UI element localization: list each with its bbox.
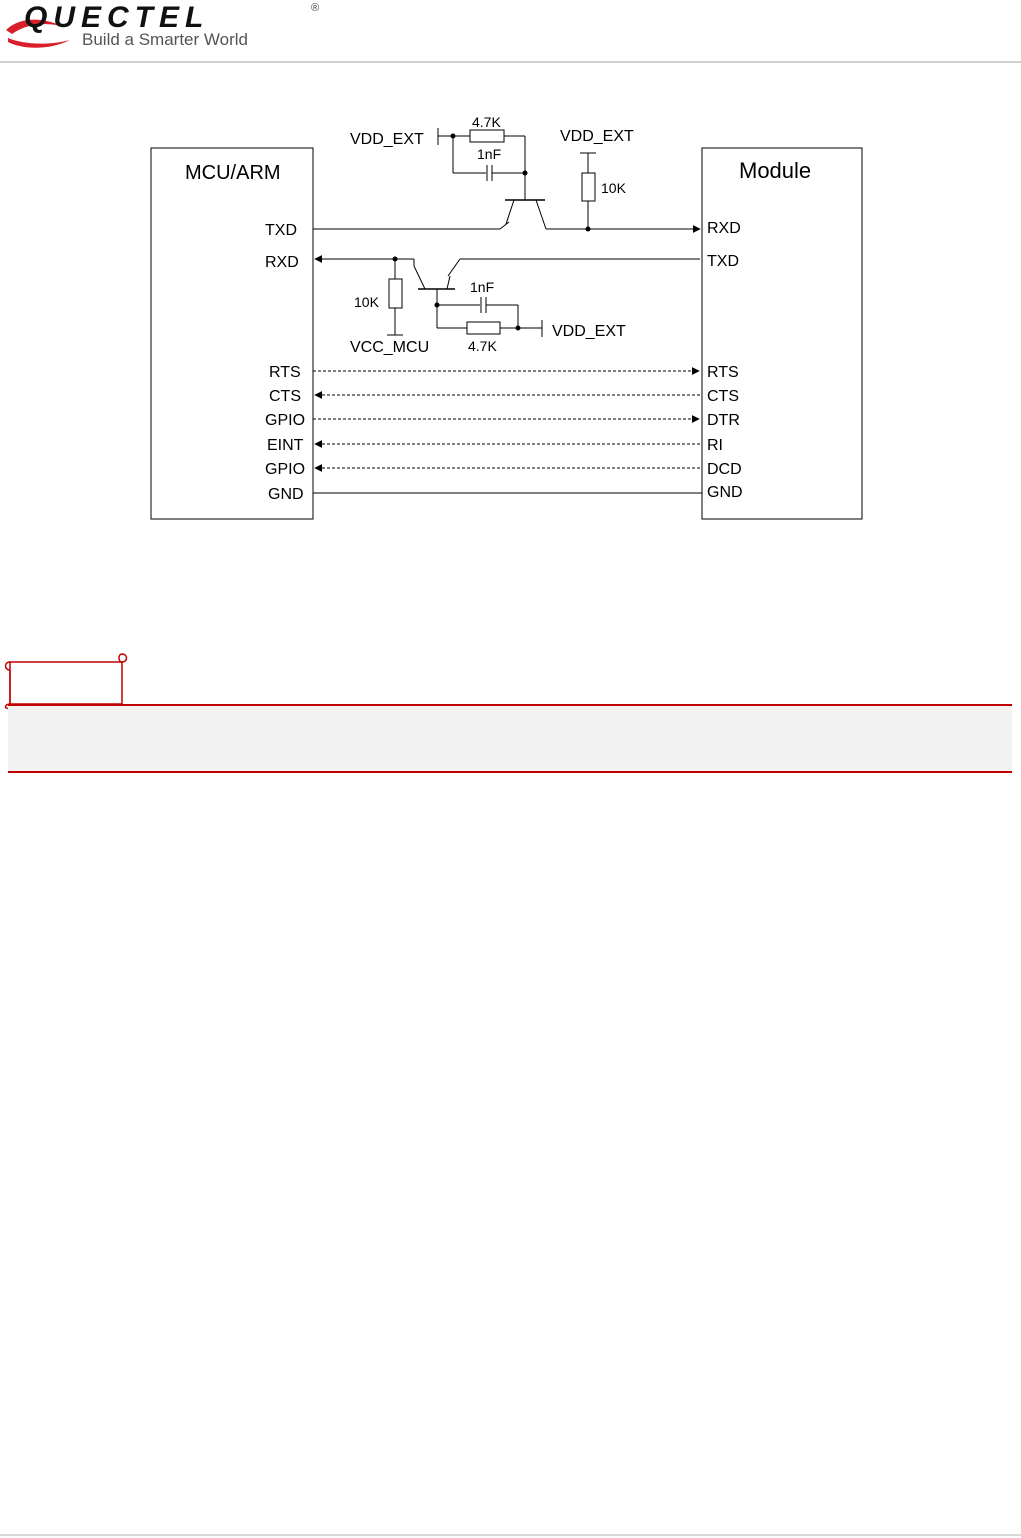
module-pin-ri: RI	[707, 437, 723, 454]
mcu-title: MCU/ARM	[185, 162, 281, 184]
note-panel	[8, 704, 1012, 772]
tx-transistor-left-leg	[506, 200, 514, 224]
mcu-pin-cts: CTS	[269, 388, 301, 405]
note-top-rule	[8, 704, 1012, 706]
rx-level-shift-stage	[315, 257, 700, 357]
tx-supply-left-label: VDD_EXT	[350, 131, 424, 148]
logo-tagline: Build a Smarter World	[82, 30, 248, 49]
mcu-pin-gnd: GND	[268, 486, 304, 503]
rx-resistor-4k7	[467, 322, 500, 334]
page-header	[0, 0, 1021, 62]
module-pin-dtr: DTR	[707, 412, 740, 429]
tx-resistor-label: 4.7K	[472, 114, 501, 130]
rx-node-supply	[516, 326, 521, 331]
mcu-pin-gpio-1: GPIO	[265, 412, 306, 429]
logo-registered-mark: ®	[311, 2, 320, 14]
mcu-pin-gpio-2: GPIO	[265, 461, 306, 478]
module-pin-rts: RTS	[707, 364, 739, 381]
rx-resistor-label: 4.7K	[468, 338, 497, 354]
tx-pullup-10k	[582, 173, 595, 201]
tx-level-shift-stage	[313, 114, 700, 232]
footer-divider	[0, 1534, 1021, 1536]
mcu-pin-eint: EINT	[267, 437, 304, 454]
module-pin-txd: TXD	[707, 253, 739, 270]
rx-pullup-label: 10K	[354, 294, 379, 310]
rx-transistor-right-leg	[447, 276, 450, 289]
mcu-pin-rxd: RXD	[265, 254, 299, 271]
note-bottom-rule	[8, 771, 1012, 773]
module-pin-rxd: RXD	[707, 220, 741, 237]
mcu-pin-rts: RTS	[269, 364, 301, 381]
logo-swoosh-lower	[8, 38, 70, 48]
module-pin-cts: CTS	[707, 388, 739, 405]
uart-level-shift-diagram	[0, 100, 1021, 540]
rx-pullup-10k	[389, 279, 402, 308]
tx-capacitor-label: 1nF	[477, 146, 502, 162]
mcu-pin-txd: TXD	[265, 222, 297, 239]
note-box	[0, 650, 1021, 780]
rx-supply-mcu-label: VCC_MCU	[350, 339, 430, 356]
module-pin-dcd: DCD	[707, 461, 742, 478]
tx-transistor-right-leg	[536, 200, 546, 229]
logo-brand-text: QUECTEL	[24, 1, 210, 34]
tx-wire-emitter	[500, 222, 509, 229]
module-pin-gnd: GND	[707, 484, 743, 501]
rx-wire-emitter	[448, 259, 460, 276]
module-title: Module	[739, 158, 812, 183]
control-lines	[313, 371, 700, 468]
tx-resistor-4k7	[470, 130, 504, 142]
header-divider	[0, 61, 1021, 63]
tx-supply-right-label: VDD_EXT	[560, 128, 634, 145]
rx-capacitor-label: 1nF	[470, 279, 495, 295]
tx-pullup-label: 10K	[601, 180, 626, 196]
rx-transistor-left-leg	[414, 266, 425, 289]
quectel-logo	[0, 0, 340, 60]
note-scroll-icon	[0, 650, 140, 710]
rx-supply-module-label: VDD_EXT	[552, 323, 626, 340]
